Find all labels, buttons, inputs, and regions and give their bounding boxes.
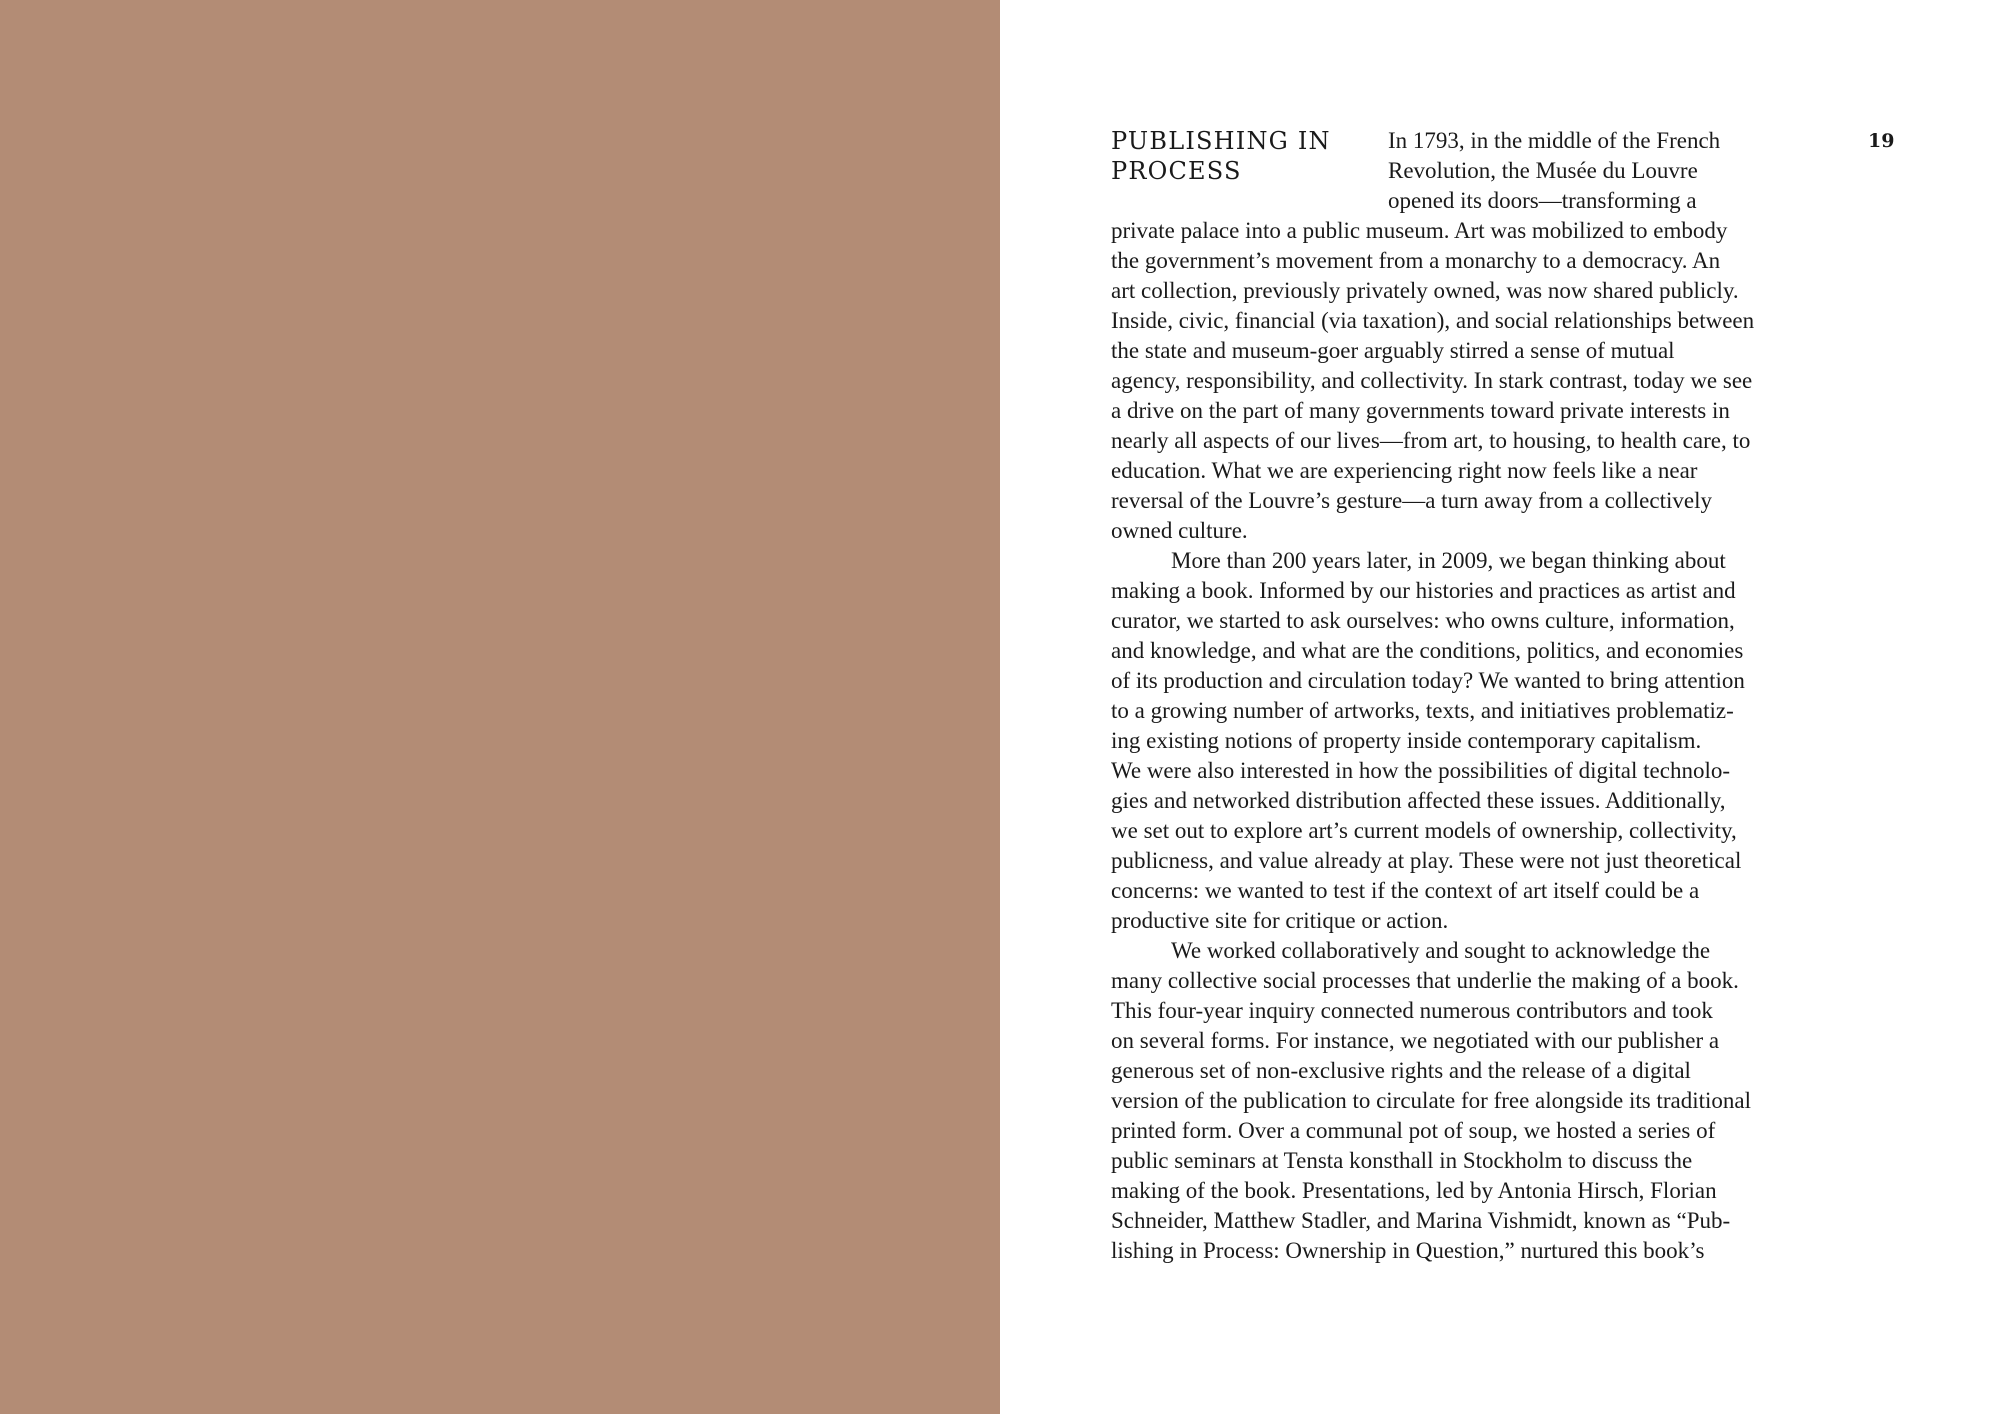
- paragraph: [1111, 936, 1791, 1266]
- text-line: to a growing number of artworks, texts, and initiatives problematiz-: [1111, 698, 1734, 723]
- paragraph: [1111, 126, 1791, 546]
- text-line: the government’s movement from a monarchy to a democracy. An: [1111, 248, 1721, 273]
- text-line: More than 200 years later, in 2009, we began thinking about: [1171, 548, 1726, 573]
- text-line: agency, responsibility, and collectivity. In stark contrast, today we see: [1111, 368, 1753, 393]
- text-line: reversal of the Louvre’s gesture—a turn away from a collectively: [1111, 488, 1712, 513]
- text-line: concerns: we wanted to test if the context of art itself could be a: [1111, 878, 1700, 903]
- text-line: We worked collaboratively and sought to acknowledge the: [1171, 938, 1711, 963]
- text-line: productive site for critique or action.: [1111, 908, 1449, 933]
- page-number: 19: [1868, 130, 1895, 152]
- section-heading-line-2: PROCESS: [1111, 157, 1242, 185]
- text-line: making a book. Informed by our histories and practices as artist and: [1111, 578, 1736, 603]
- text-line: owned culture.: [1111, 518, 1248, 543]
- text-line: making of the book. Presentations, led by Antonia Hirsch, Florian: [1111, 1178, 1717, 1203]
- text-line: art collection, previously privately owned, was now shared publicly.: [1111, 278, 1739, 303]
- text-line: we set out to explore art’s current models of ownership, collectivity,: [1111, 818, 1737, 843]
- text-line: publicness, and value already at play. These were not just theoretical: [1111, 848, 1742, 873]
- text-line: nearly all aspects of our lives—from art, to housing, to health care, to: [1111, 428, 1751, 453]
- text-line: This four-year inquiry connected numerous contributors and took: [1111, 998, 1713, 1023]
- text-line: We were also interested in how the possibilities of digital technolo-: [1111, 758, 1731, 783]
- text-line: and knowledge, and what are the conditions, politics, and economies: [1111, 638, 1744, 663]
- text-line: education. What we are experiencing right now feels like a near: [1111, 458, 1698, 483]
- text-line: on several forms. For instance, we negotiated with our publisher a: [1111, 1028, 1720, 1053]
- text-line: many collective social processes that underlie the making of a book.: [1111, 968, 1739, 993]
- section-heading-line-1: PUBLISHING IN: [1111, 127, 1331, 155]
- text-line: gies and networked distribution affected these issues. Additionally,: [1111, 788, 1726, 813]
- text-line: printed form. Over a communal pot of soup, we hosted a series of: [1111, 1118, 1716, 1143]
- text-line: generous set of non-exclusive rights and the release of a digital: [1111, 1058, 1691, 1083]
- paragraph: [1111, 546, 1791, 936]
- text-line: ing existing notions of property inside contemporary capitalism.: [1111, 728, 1702, 753]
- text-line: private palace into a public museum. Art was mobilized to embody: [1111, 218, 1728, 243]
- text-line: lishing in Process: Ownership in Question,” nurtured this book’s: [1111, 1238, 1705, 1263]
- text-line: version of the publication to circulate for free alongside its traditional: [1111, 1088, 1751, 1113]
- body-text: [1111, 126, 1791, 1266]
- text-line: Schneider, Matthew Stadler, and Marina Vishmidt, known as “Pub-: [1111, 1208, 1731, 1233]
- text-line: the state and museum-goer arguably stirred a sense of mutual: [1111, 338, 1675, 363]
- text-line: opened its doors—transforming a: [1388, 188, 1697, 213]
- text-line: Inside, civic, financial (via taxation), and social relationships between: [1111, 308, 1755, 333]
- text-line: of its production and circulation today? We wanted to bring attention: [1111, 668, 1745, 693]
- text-line: Revolution, the Musée du Louvre: [1388, 158, 1698, 183]
- right-page: [1000, 0, 2000, 1414]
- text-line: public seminars at Tensta konsthall in Stockholm to discuss the: [1111, 1148, 1693, 1173]
- text-line: a drive on the part of many governments toward private interests in: [1111, 398, 1730, 423]
- text-line: In 1793, in the middle of the French: [1388, 128, 1721, 153]
- text-line: curator, we started to ask ourselves: who owns culture, information,: [1111, 608, 1735, 633]
